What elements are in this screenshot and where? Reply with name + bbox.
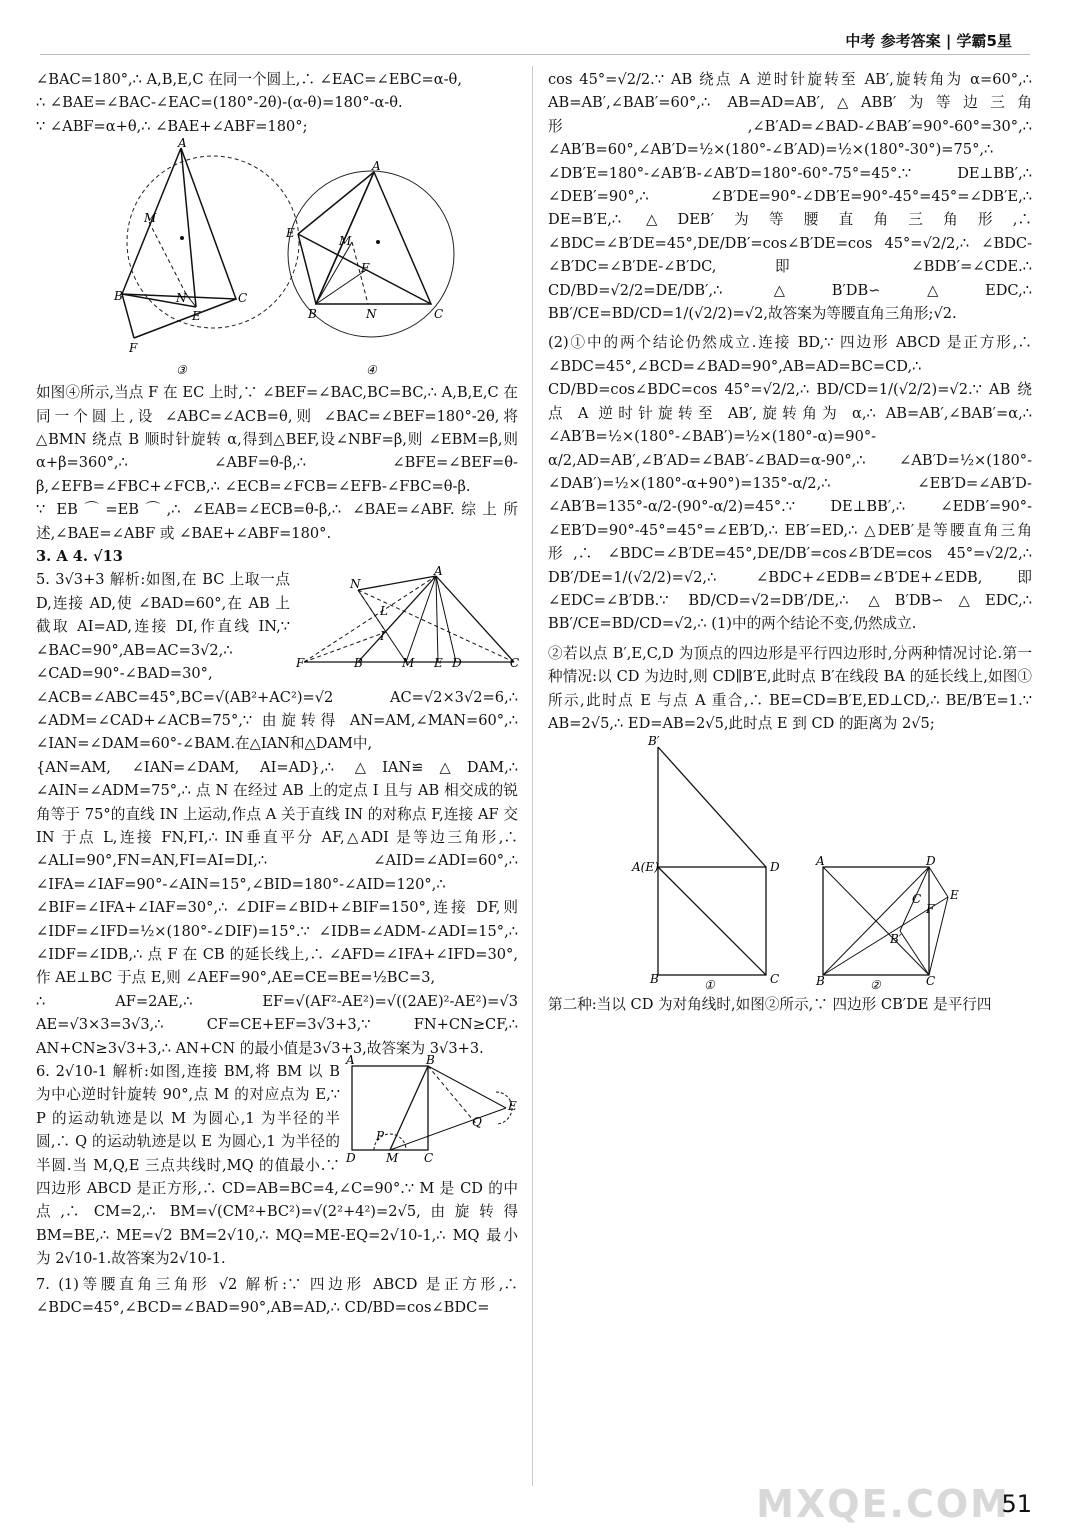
svg-text:B: B [354,656,363,671]
figure-2-caption: ② [870,978,881,993]
svg-text:A: A [346,1053,355,1067]
svg-text:C: C [912,892,922,907]
text-block: 7. (1)等腰直角三角形 √2 解析:∵ 四边形 ABCD 是正方形,∴ ∠BDC=45°,∠BCD=∠BAD=90°,AB=AD,∴ CD/BD=cos∠BDC= [36,1275,518,1317]
svg-text:M: M [339,234,352,249]
page-number: 51 [1001,1490,1032,1518]
question-6 [36,1053,518,1271]
svg-text:E: E [192,309,201,324]
figure-1-caption: ① [704,978,715,993]
svg-text:M: M [402,656,415,671]
svg-text:P: P [376,1129,385,1143]
svg-text:B′: B′ [890,932,902,947]
figure-4-caption: ④ [366,363,377,378]
text-block: ∵ ∠ABF=α+θ,∴ ∠BAE+∠ABF=180°; [36,117,308,135]
svg-text:N: N [366,307,377,322]
svg-text:C: C [424,1151,434,1165]
svg-text:E: E [950,888,959,903]
svg-text:M: M [144,211,157,226]
figure-3-caption: ③ [176,363,187,378]
svg-text:C: C [926,974,936,989]
svg-text:C: C [238,291,248,306]
svg-text:B: B [308,307,317,322]
svg-text:A: A [816,854,825,869]
svg-text:B: B [426,1053,435,1067]
text-block: ②若以点 B′,E,C,D 为顶点的四边形是平行四边形时,分两种情况讨论.第一种情况:以 CD 为边时,则 CD∥B′E,此时点 B′在线段 BA 的延长线上,如图①所示,此时点 E 与点 A 重合,∴ BE=CD=B′E,ED⊥CD,∴ BE/B′E=1.∵ AB=2√5,∴ ED=AB=2√5,此时点 E 到 CD 的距离为 2√5; [548,644,1032,732]
svg-text:D: D [770,860,780,875]
text-block: 如图④所示,当点 F 在 EC 上时,∵ ∠BEF=∠BAC,BC=BC,∴ A,B,E,C 在同一个圆上,设 ∠ABC=∠ACB=θ,则 ∠BAC=∠BEF=180°-2θ,将△BMN 绕点 B 顺时针旋转 α,得到△BEF,设∠NBF=β,则 ∠EBM=β,则 α+β=360°,∴ ∠ABF=θ-β,∴ ∠BFE=∠BEF=θ-β,∠EFB=∠FBC+∠FCB,∴ ∠ECB=∠FCB=∠EFB-∠FBC=θ-β. [36,384,518,495]
running-title: 中考 参考答案 | 学霸5星 [845,32,1012,50]
page-header [0,0,1070,58]
svg-text:F: F [926,902,935,917]
svg-text:M: M [386,1151,399,1165]
svg-text:B: B [816,974,825,989]
text-block: cos 45°=√2/2.∵ AB 绕点 A 逆时针旋转至 AB′,旋转角为 α=60°,∴ AB=AB′,∠BAB′=60°,∴ AB=AD=AB′,△ABB′为等边三角形,∠B′AD=∠BAD-∠BAB′=90°-60°=30°,∴ ∠AB′B=60°,∠AB′D=½×(180°-∠B′AD)=½×(180°-30°)=75°,∴ ∠DB′E=180°-∠AB′B-∠AB′D=180°-60°-75°=45°.∵ DE⊥BB′,∴ ∠DEB′=90°,∴ ∠B′DE=90°-∠DB′E=90°-45°=45°=∠DB′E,∴ DE=B′E,∴ △DEB′为等腰直角三角形,∴ ∠BDC=∠B′DE=45°,DE/DB′=cos∠B′DE=cos 45°=√2/2,∴ ∠BDC-∠B′DC=∠B′DE-∠B′DC,即 ∠BDB′=∠CDE.∴ CD/BD=√2/2=DE/DB′,∴ △B′DB∽△EDC,∴ BB′/CE=BD/CD=1/(√2/2)=√2,故答案为等腰直角三角形;√2. [548,71,1032,323]
svg-text:A: A [372,159,381,174]
svg-text:C: C [434,307,444,322]
svg-text:F: F [129,341,138,356]
figure-q6 [346,1053,518,1165]
right-column [548,68,1032,1017]
text-block: ∵ EB⌒=EB⌒,∴ ∠EAB=∠ECB=θ-β,∴ ∠BAE=∠ABF.综上所述,∠BAE=∠ABF 或 ∠BAE+∠ABF=180°. [36,501,518,542]
figure-3-4 [36,136,518,378]
text-block: 5. 3√3+3 解析:如图,在 BC 上取一点 D,连接 AD,使 ∠BAD=60°,在 AB 上截取 AI=AD,连接 DI,作直线 IN,∵ ∠BAC=90°,AB=AC=3√2,∴ ∠CAD=90°-∠BAD=30°, [36,571,290,683]
svg-text:N: N [350,577,361,592]
figure-4 [285,159,454,377]
svg-text:D: D [452,656,462,671]
figure-q5 [296,564,520,671]
svg-text:A(E): A(E) [632,860,659,875]
svg-text:E: E [434,656,443,671]
answers-3-4: 3. A 4. √13 [36,548,123,566]
svg-text:Q: Q [472,1115,482,1129]
svg-text:B′: B′ [648,734,660,749]
svg-text:A: A [178,136,187,151]
svg-text:L: L [380,604,388,619]
text-block: ∠BAC=180°,∴ A,B,E,C 在同一个圆上,∴ ∠EAC=∠EBC=α-θ, [36,71,462,88]
figure-2 [815,854,959,992]
svg-text:E: E [508,1099,517,1113]
figure-3 [113,136,299,377]
svg-text:F: F [296,656,305,671]
text-block: ∠ACB=∠ABC=45°,BC=√(AB²+AC²)=√2 AC=√2×3√2=6,∴ ∠ADM=∠CAD+∠ACB=75°,∵ 由旋转得 AN=AM,∠MAN=60°,∴ ∠IAN=∠DAM=60°-∠BAM.在△IAN和△DAM中, [36,688,518,753]
question-5 [36,564,520,685]
svg-text:E: E [286,226,295,241]
svg-text:F: F [361,261,370,276]
text-block: {AN=AM, ∠IAN=∠DAM, AI=AD},∴ △IAN≌△DAM,∴ ∠AIN=∠ADM=75°,∴ 点 N 在经过 AB 上的定点 I 且与 AB 相交成的锐角等于 75°的直线 IN 上运动,作点 A 关于直线 IN 的对称点 F,连接 AF 交 IN 于点 L,连接 FN,FI,∴ IN垂直平分 AF,△ADI 是等边三角形,∴ ∠ALI=90°,FN=AN,FI=AI=DI,∴ ∠AID=∠ADI=60°,∴ ∠IFA=∠IAF=90°-∠AIN=15°,∠BID=180°-∠AID=120°,∴ ∠BIF=∠IFA+∠IAF=30°,∴ ∠DIF=∠BID+∠BIF=150°,连接 DF,则 ∠IDF=∠IFD=½×(180°-∠DIF)=15°.∵ ∠IDB=∠ADM-∠ADI=15°,∴ ∠IDF=∠IDB,∴ 点 F 在 CB 的延长线上,∴ ∠AFD=∠IFA+∠IFD=30°,作 AE⊥BC 于点 E,则 ∠AEF=90°,AE=CE=BE=½BC=3, [36,758,518,987]
svg-text:A: A [434,564,443,579]
text-block: (2)①中的两个结论仍然成立.连接 BD,∵ 四边形 ABCD 是正方形,∴ ∠BDC=45°,∠BCD=∠BAD=90°,AB=AD=BC=CD,∴ CD/BD=cos∠BDC=cos 45°=√2/2,∴ BD/CD=1/(√2/2)=√2.∵ AB 绕点 A 逆时针旋转至 AB′,旋转角为 α,∴ AB=AB′,∠BAB′=α,∴ ∠AB′B=½×(180°-∠BAB′)=½×(180°-α)=90°-α/2,AD=AB′,∠B′AD=∠BAB′-∠BAD=α-90°,∴ ∠AB′D=½×(180°-∠DAB′)=½×(180°-α+90°)=135°-α/2,∴ ∠EB′D=∠AB′D-∠AB′B=135°-α/2-(90°-α/2)=45°.∵ DE⊥BB′,∴ ∠EDB′=90°-∠EB′D=90°-45°=45°=∠EB′D,∴ EB′=ED,∴ △DEB′是等腰直角三角形,∴ ∠BDC=∠B′DE=45°,DE/DB′=cos∠B′DE=cos 45°=√2/2,∴ DB′/DE=1/(√2/2)=√2,∴ ∠BDC+∠EDB=∠B′DE+∠EDB,即 ∠EDC=∠B′DB.∵ BD/CD=√2=DB′/DE,∴ △B′DB∽△EDC,∴ BB′/CE=BD/CD=√2,∴ (1)中的两个结论不变,仍然成立. [548,334,1032,633]
svg-text:N: N [176,291,187,306]
svg-text:B: B [114,289,123,304]
svg-text:D: D [346,1151,356,1165]
svg-text:C: C [770,972,780,987]
watermark: MXQE.COM [756,1482,1010,1526]
svg-text:I: I [380,629,385,644]
figure-1 [631,734,780,992]
svg-text:C: C [510,656,520,671]
header-rule [40,54,1030,55]
figure-1-2 [548,734,1032,993]
svg-text:D: D [926,854,936,869]
text-block: 第二种:当以 CD 为对角线时,如图②所示,∵ 四边形 CB′DE 是平行四 [548,996,992,1014]
svg-text:B: B [650,972,659,987]
text-block: 6. 2√10-1 解析:如图,连接 BM,将 BM 以 B 为中心逆时针旋转 90°,点 M 的对应点为 E,∵ P 的运动轨迹是以 M 为圆心,1 为半径的半圆,∴ Q 的运动轨迹是以 E 为圆心,1 为半径的半圆.当 M,Q,E 三点共线时,MQ 的值最小.∵ 四边形 ABCD 是正方形,∴ CD=AB=BC=4,∠C=90°.∵ M 是 CD 的中点,∴ CM=2,∴ BM=√(CM²+BC²)=√(2²+4²)=2√5,由旋转得 BM=BE,∴ ME=√2 BM=2√10,∴ MQ=ME-EQ=2√10-1,∴ MQ 最小为 2√10-1.故答案为2√10-1. [36,1063,518,1268]
column-divider [532,66,533,1486]
text-block: ∴ AF=2AE,∴ EF=√(AF²-AE²)=√((2AE)²-AE²)=√3 AE=√3×3=3√3,∴ CF=CE+EF=3√3+3,∵ FN+CN≥CF,∴ AN+CN≥3√3+3,∴ AN+CN 的最小值是3√3+3,故答案为 3√3+3. [36,992,518,1057]
left-column [36,68,518,1319]
text-block: ∴ ∠BAE=∠BAC-∠EAC=(180°-2θ)-(α-θ)=180°-α-θ. [36,94,403,112]
